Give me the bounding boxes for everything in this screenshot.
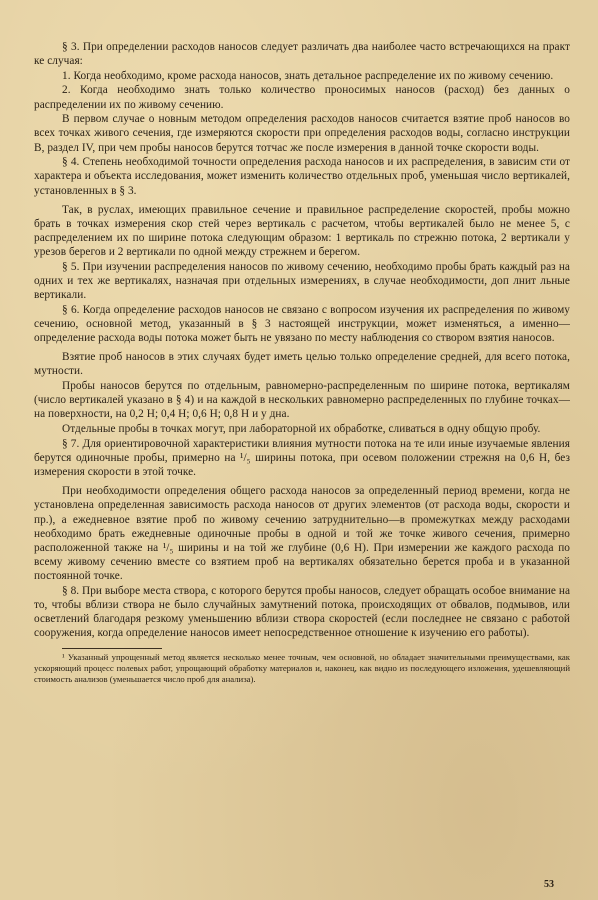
paragraph-combined-sample: Отдельные пробы в точках могут, при лабораторной их обработке, сливаться в одну общую пробу. [62, 423, 541, 436]
paragraph-verticals: Так, в руслах, имеющих правильное сечение и правильное распределение скоростей, пробы можно брать в точках измерения скор стей через вертикаль с расчетом, чтобы вертикалей было не менее 5, с распределением их по ширине потока следующим образом: 1 вертикаль по стрежню потока, 2 вертикали у урезов берегов и 2 вертикали по одной между стрежнем и берегом. [34, 203, 570, 259]
paragraph-section-7: § 7. Для ориентировочной характеристики влияния мутности потока на те или иные изучаемые явления берутся одиночные пробы, примерно на ¹/₅ ширины потока, при осевом положении стрежня на 0,6 Н, без измерения скорости в этой точке. [34, 437, 570, 479]
paragraph-section-3: § 3. При определении расходов наносов следует различать два наиболее часто встречающихся на практ ке случая: [34, 41, 570, 68]
paragraph-section-4: § 4. Степень необходимой точности определения расхода наносов и их распределения, в зависим сти от характера и объекта исследования, может изменить количество отдельных проб, уменьшая число вертикалей, установленных в § 3. [34, 156, 570, 197]
paragraph-first-case-method: В первом случае о новным методом определения расходов наносов считается взятие проб наносов во всех точках живого сечения, где измеряются скорости при определения расходов воды, согласно инструкции В, раздел IV, при чем пробы наносов берутся тотчас же после измерения в данной точке скорости воды. [34, 113, 570, 154]
body-text [34, 40, 570, 640]
footnote-1: ¹ Указанный упрощенный метод является несколько менее точным, чем основной, но обладает значительными преимуществами, как ускоряющий процесс полевых работ, упрощающий обработку материалов и, наконец, как видно из последующего изложения, удешевляющий стоимость анализов (уменьшается число проб для анализа). [34, 652, 570, 684]
page-number: 53 [544, 879, 554, 890]
paragraph-section-5: § 5. При изучении распределения наносов по живому сечению, необходимо пробы брать каждый раз на одних и тех же вертикалях, назначая при отдельных измерениях, в случае необходимости, доп лнит льные вертикали. [34, 260, 570, 302]
paragraph-section-8: § 8. При выборе места створа, с которого берутся пробы наносов, следует обращать особое внимание на то, чтобы вблизи створа не было случайных замутнений потока, происходящих от обвалов, подмывов, или осветлений благодаря резкому уменьшению вблизи створа скоростей (если последнее не связано с работой сооружения, когда определение наносов имеет непосредственное отношение к изучению его работы). [34, 584, 571, 640]
paragraph-sampling-points: Пробы наносов берутся по отдельным, равномерно-распределенным по ширине потока, вертикалям (число вертикалей указано в § 4) и на каждой в нескольких равномерно распределенных по глубине точках—на поверхности, на 0,2 Н; 0,4 Н; 0,6 Н; 0,8 Н и у дна. [34, 380, 570, 421]
paragraph-case-2: 2. Когда необходимо знать только количество проносимых наносов (расход) без данных о распределении их по живому сечению. [34, 84, 570, 111]
footnotes [34, 652, 570, 684]
paragraph-case-1: 1. Когда необходимо, кроме расхода наносов, знать детальное распределение их по живому сечению. [62, 69, 554, 82]
footnote-divider [62, 648, 162, 649]
paragraph-section-6: § 6. Когда определение расходов наносов не связано с вопросом изучения их распределения по живому сечению, основной метод, указанный в § 3 настоящей инструкции, может изменяться, а именно—определение расхода воды потока может быть не увязано по месту наблюдения со створом взятия наносов. [34, 303, 570, 345]
paragraph-daily-samples: При необходимости определения общего расхода наносов за определенный период времени, когда не установлена определенная зависимость расхода наносов от других элементов (от расхода воды, скорости и пр.), а ежедневное взятие проб по живому сечению затруднительно—в промежутках между расходами необходимо брать ежедневные одиночные пробы в одной и той же точке живого сечения, примерно расположенной также на ¹/₅ ширины и на той же глубине (0,6 Н). При измерении же каждого расхода по всему живому сечению вместе со взятием проб на вертикалях обязательно берется проба и в указанной постоянной точке. [34, 485, 570, 583]
paragraph-mean-turbidity: Взятие проб наносов в этих случаях будет иметь целью только определение средней, для всего потока, мутности. [34, 351, 570, 378]
